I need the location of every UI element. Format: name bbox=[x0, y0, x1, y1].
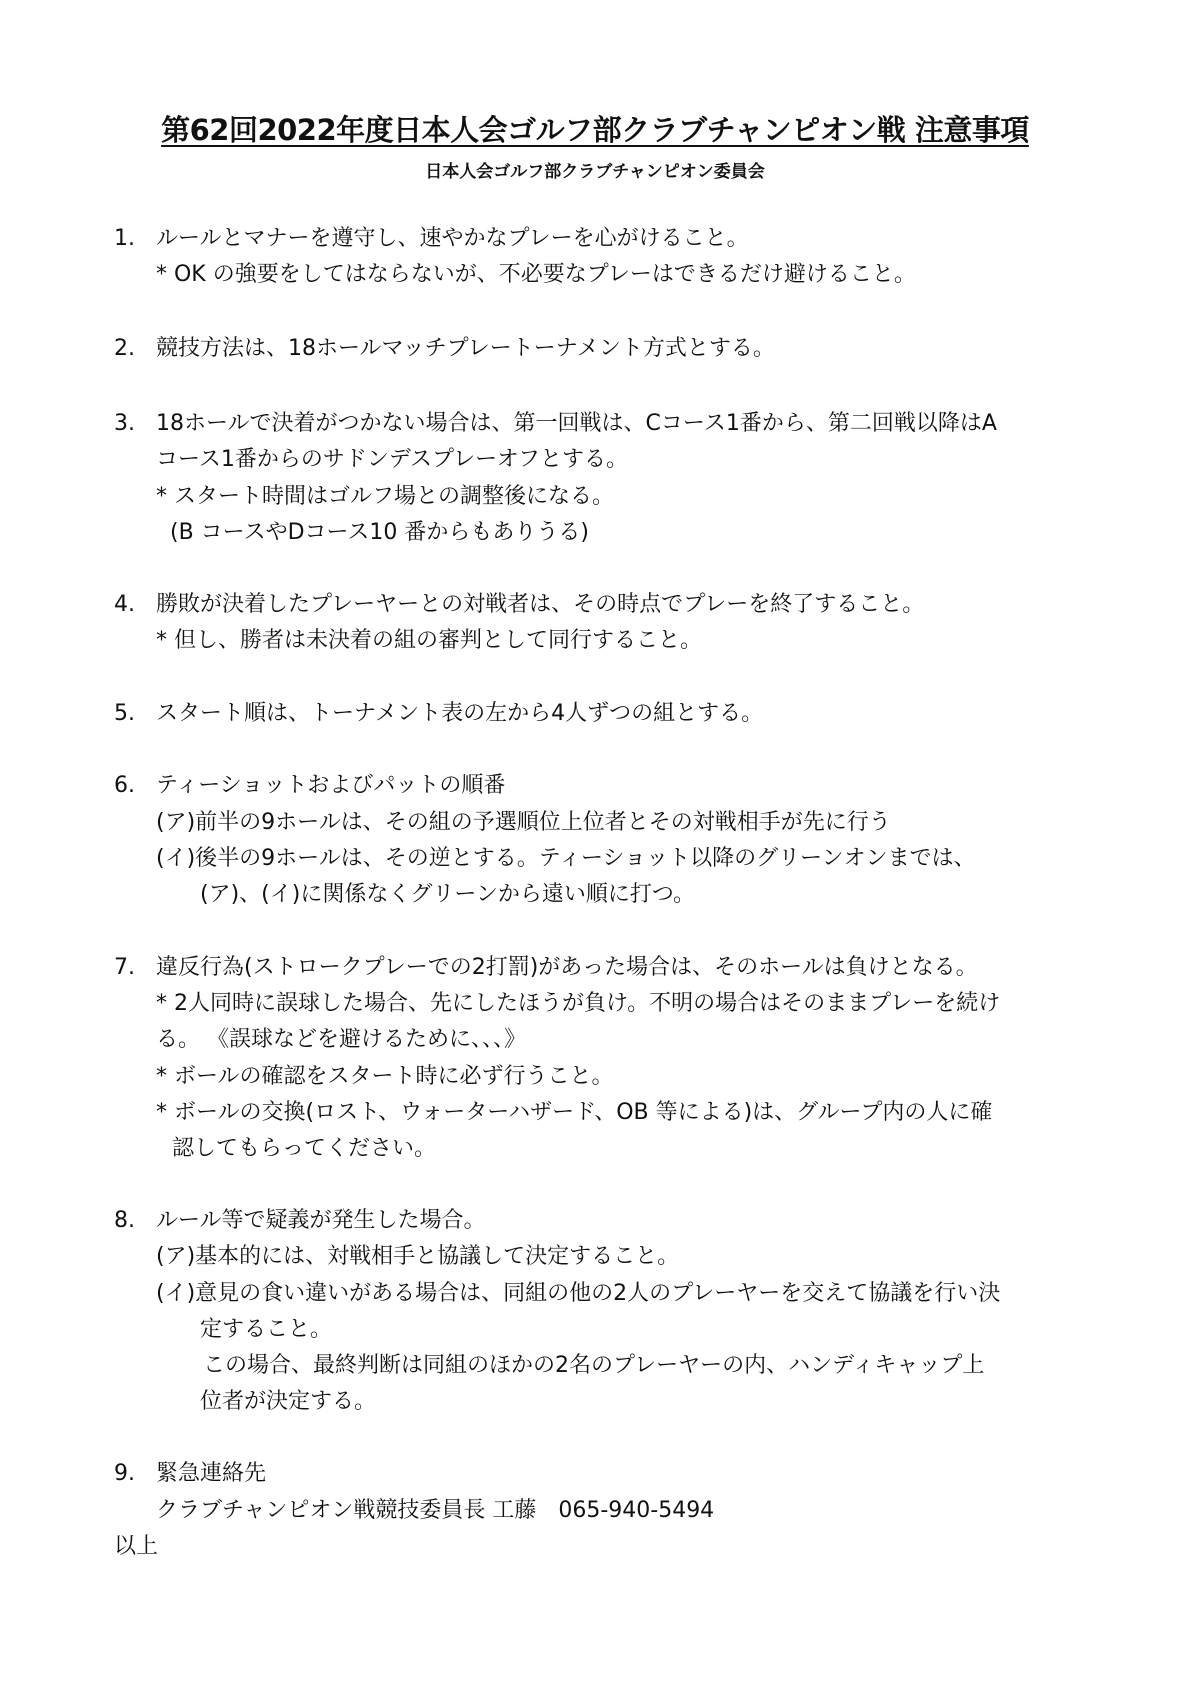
item-text: * OK の強要をしてはならないが、不必要なプレーはできるだけ避けること。 bbox=[156, 262, 916, 287]
item-text: * 但し、勝者は未決着の組の審判として同行すること。 bbox=[156, 628, 702, 653]
item-text: 競技方法は、18ホールマッチプレートーナメント方式とする。 bbox=[156, 336, 775, 361]
item-number: 1. bbox=[114, 226, 135, 251]
item-text: (イ)後半の9ホールは、その逆とする。ティーショット以降のグリーンオンまでは、 bbox=[156, 846, 976, 871]
item-text: 違反行為(ストロークプレーでの2打罰)があった場合は、そのホールは負けとなる。 bbox=[156, 955, 978, 980]
page-subtitle: 日本人会ゴルフ部クラブチャンピオン委員会 bbox=[425, 162, 765, 182]
item-text: * ボールの確認をスタート時に必ず行うこと。 bbox=[156, 1064, 614, 1089]
item-text: ティーショットおよびパットの順番 bbox=[156, 773, 506, 798]
page-title: 第62回2022年度日本人会ゴルフ部クラブチャンピオン戦 注意事項 bbox=[161, 113, 1029, 147]
item-text: 位者が決定する。 bbox=[200, 1389, 377, 1414]
item-number: 2. bbox=[114, 336, 135, 361]
item-text: * ボールの交換(ロスト、ウォーターハザード、OB 等による)は、グループ内の人に確 bbox=[156, 1100, 993, 1125]
item-text: この場合、最終判断は同組のほかの2名のプレーヤーの内、ハンディキャップ上 bbox=[203, 1353, 985, 1378]
item-text: 認してもらってください。 bbox=[172, 1136, 437, 1161]
item-number: 7. bbox=[114, 955, 135, 980]
item-text: 定すること。 bbox=[200, 1317, 333, 1342]
item-text: コース1番からのサドンデスプレーオフとする。 bbox=[156, 447, 629, 472]
item-text: (B コースやDコース10 番からもありうる) bbox=[170, 520, 589, 545]
item-number: 6. bbox=[114, 773, 135, 798]
item-text: スタート順は、トーナメント表の左から4人ずつの組とする。 bbox=[156, 701, 764, 726]
item-number: 5. bbox=[114, 701, 135, 726]
item-number: 8. bbox=[114, 1208, 135, 1233]
item-text: ルールとマナーを遵守し、速やかなプレーを心がけること。 bbox=[156, 226, 749, 251]
item-text: * スタート時間はゴルフ場との調整後になる。 bbox=[156, 484, 614, 509]
item-text: る。 《誤球などを避けるために、、、》 bbox=[156, 1027, 526, 1052]
item-text: (ア)基本的には、対戦相手と協議して決定すること。 bbox=[156, 1244, 680, 1269]
item-number: 3. bbox=[114, 411, 135, 436]
item-text: 18ホールで決着がつかない場合は、第一回戦は、Cコース1番から、第二回戦以降はA bbox=[156, 411, 997, 436]
emergency-contact: クラブチャンピオン戦競技委員長 工藤 065-940-5494 bbox=[156, 1498, 715, 1523]
closing-text: 以上 bbox=[114, 1534, 159, 1559]
item-text: 勝敗が決着したプレーヤーとの対戦者は、その時点でプレーを終了すること。 bbox=[156, 592, 925, 617]
item-number: 9. bbox=[114, 1461, 135, 1486]
item-text: ルール等で疑義が発生した場合。 bbox=[156, 1208, 486, 1233]
item-text: 緊急連絡先 bbox=[156, 1461, 267, 1486]
item-text: * 2人同時に誤球した場合、先にしたほうが負け。不明の場合はそのままプレーを続け bbox=[156, 991, 1001, 1016]
item-number: 4. bbox=[114, 592, 135, 617]
item-text: (ア)、(イ)に関係なくグリーンから遠い順に打つ。 bbox=[200, 882, 696, 907]
item-text: (イ)意見の食い違いがある場合は、同組の他の2人のプレーヤーを交えて協議を行い決 bbox=[156, 1281, 1001, 1306]
item-text: (ア)前半の9ホールは、その組の予選順位上位者とその対戦相手が先に行う bbox=[156, 810, 891, 835]
